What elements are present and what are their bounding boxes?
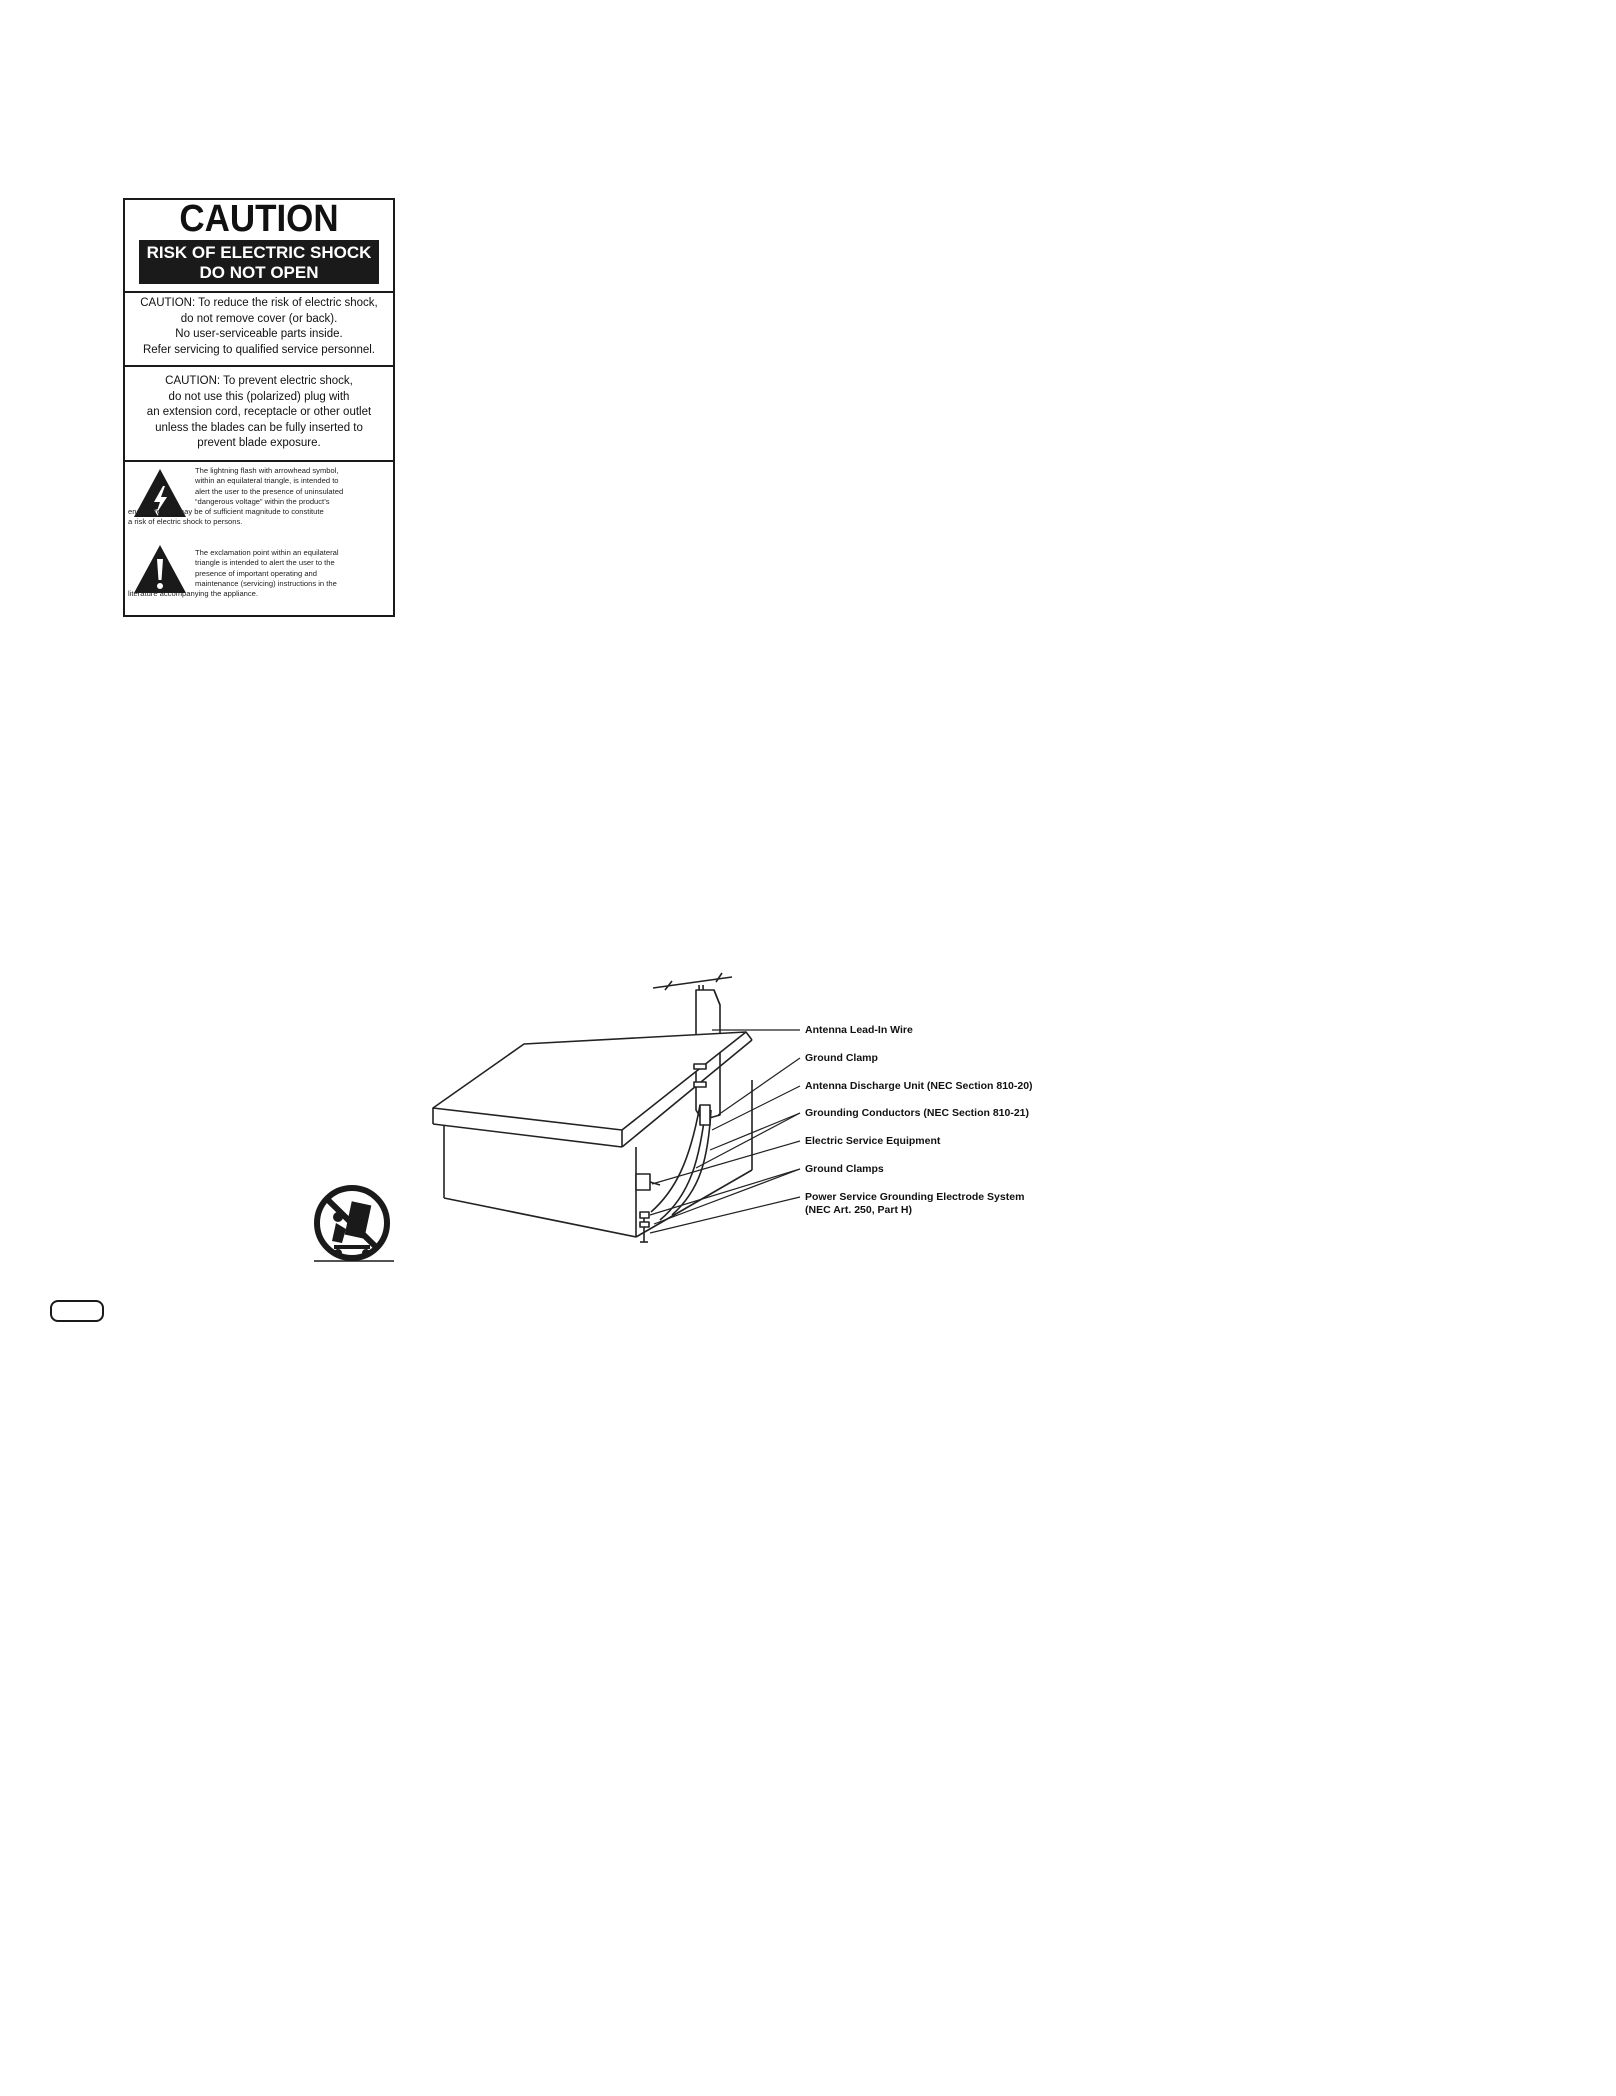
caution-header: [125, 200, 393, 293]
cover-caution-section: [125, 291, 393, 367]
symbol-explanations: [125, 462, 393, 615]
label-power-service-grounding: [805, 1191, 1024, 1217]
cart-tip-over-icon: [312, 1183, 396, 1265]
lightning-text-line: alert the user to the presence of uninsulated: [195, 486, 344, 496]
lightning-symbol-text-cont: [128, 507, 324, 528]
exclamation-symbol-text: [195, 548, 339, 589]
plug-caution-line: unless the blades can be fully inserted to: [155, 421, 363, 434]
label-ground-clamp: Ground Clamp: [805, 1052, 878, 1064]
house-roof: [433, 1032, 746, 1130]
exclamation-text-line: presence of important operating and: [195, 568, 318, 578]
caution-label: [123, 198, 395, 617]
risk-line-1: RISK OF ELECTRIC SHOCK: [146, 243, 372, 262]
page-tab: [50, 1300, 104, 1322]
risk-of-shock-banner: [139, 240, 379, 284]
lightning-text-line: a risk of electric shock to persons.: [128, 517, 243, 527]
antenna-crossbar: [653, 977, 732, 988]
lightning-text-line: The lightning flash with arrowhead symbol,: [195, 466, 339, 475]
lead-in-wire: [651, 1105, 700, 1212]
antenna-mast: [699, 985, 703, 1105]
plug-caution-line: CAUTION: To prevent electric shock,: [165, 375, 353, 387]
plug-caution-section: [125, 367, 393, 462]
cover-caution-line: CAUTION: To reduce the risk of electric shock,: [140, 297, 378, 309]
cover-caution-line: do not remove cover (or back).: [180, 312, 338, 325]
label-antenna-discharge-unit: Antenna Discharge Unit (NEC Section 810-20): [805, 1080, 1033, 1092]
label-electric-service-equipment: Electric Service Equipment: [805, 1135, 941, 1147]
electric-service-box: [636, 1174, 650, 1190]
caution-title: CAUTION: [179, 198, 339, 240]
risk-line-2: DO NOT OPEN: [199, 263, 319, 282]
cover-caution-line: Refer servicing to qualified service personnel.: [142, 343, 376, 356]
plug-caution-line: do not use this (polarized) plug with: [168, 390, 350, 403]
label-power-service-line-1: Power Service Grounding Electrode System: [805, 1191, 1025, 1203]
label-power-service-line-2: (NEC Art. 250, Part H): [805, 1204, 912, 1216]
exclamation-text-line: maintenance (servicing) instructions in the: [195, 578, 337, 588]
label-antenna-lead-in-wire: Antenna Lead-In Wire: [805, 1024, 913, 1036]
exclamation-triangle-icon: [133, 544, 187, 594]
label-ground-clamps: Ground Clamps: [805, 1163, 884, 1175]
exclamation-text-line: triangle is intended to alert the user to the: [195, 558, 335, 568]
exclamation-text-line: The exclamation point within an equilateral: [195, 548, 339, 557]
exclamation-text-line: literature accompanying the appliance.: [128, 589, 259, 598]
exclamation-symbol-text-cont: [128, 589, 258, 599]
label-grounding-conductors: Grounding Conductors (NEC Section 810-21): [805, 1107, 1030, 1119]
lightning-text-line: “dangerous voltage” within the product’s: [195, 496, 330, 506]
lightning-text-line: enclosure that may be of sufficient magnitude to constitute: [128, 507, 324, 516]
lightning-symbol-text: [195, 466, 343, 507]
cover-caution-line: No user-serviceable parts inside.: [175, 328, 343, 340]
plug-caution-line: prevent blade exposure.: [197, 437, 321, 449]
plug-caution-line: an extension cord, receptacle or other outlet: [146, 406, 372, 418]
lightning-text-line: within an equilateral triangle, is intended to: [195, 476, 339, 486]
